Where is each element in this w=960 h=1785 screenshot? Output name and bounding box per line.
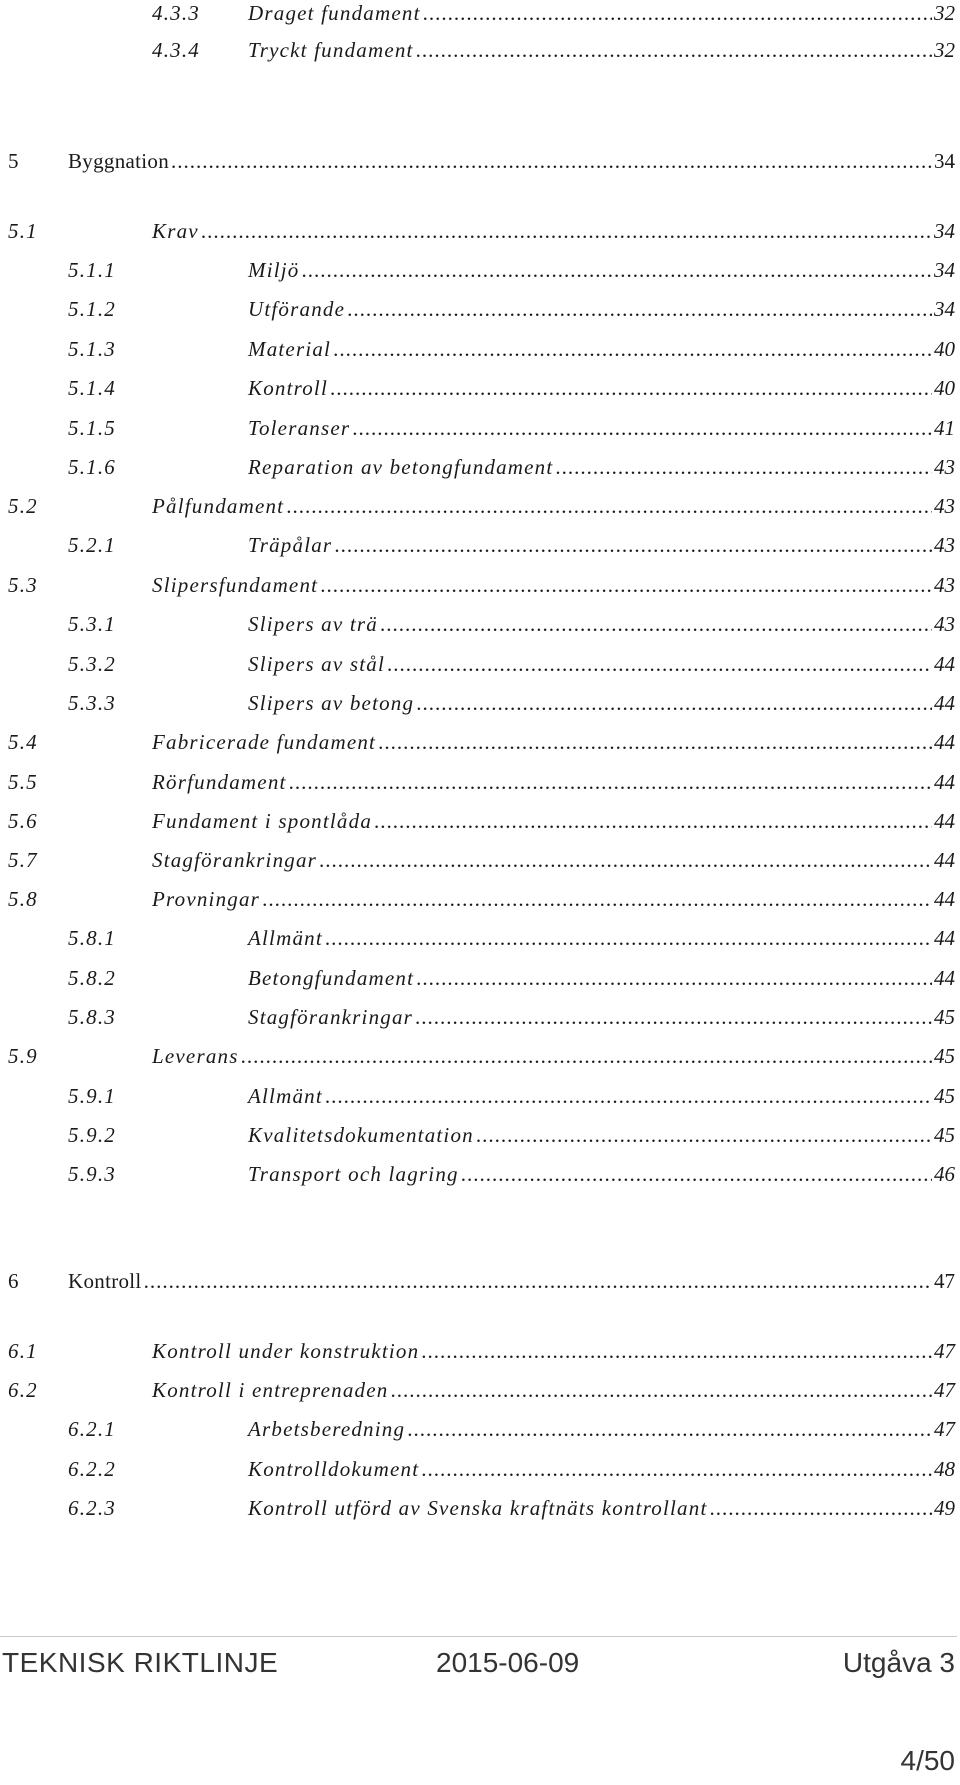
toc-entry[interactable] — [0, 884, 955, 914]
toc-leader — [333, 334, 932, 364]
toc-title: Kontroll — [248, 376, 329, 400]
toc-number: 5.8.1 — [68, 926, 116, 950]
toc-number: 5.1.1 — [68, 258, 116, 282]
toc-number: 5.3.2 — [68, 652, 116, 676]
toc-title: Kontroll utförd av Svenska kraftnäts kontrollant — [248, 1496, 708, 1520]
toc-title: Kvalitetsdokumentation — [248, 1123, 474, 1147]
toc-number: 5.5 — [8, 770, 38, 794]
toc-title: Träpålar — [248, 533, 333, 557]
toc-page: 34 — [934, 149, 955, 173]
toc-number: 5.1.3 — [68, 337, 116, 361]
toc-title: Toleranser — [248, 416, 351, 440]
toc-title: Betongfundament — [248, 966, 415, 990]
toc-leader — [421, 1454, 932, 1484]
toc-title: Fundament i spontlåda — [152, 809, 373, 833]
toc-number: 6.2.3 — [68, 1496, 116, 1520]
toc-page: 46 — [934, 1162, 955, 1186]
toc-entry[interactable] — [0, 923, 955, 953]
toc-title: Kontrolldokument — [248, 1457, 420, 1481]
toc-leader — [461, 1159, 932, 1189]
toc-page: 43 — [934, 494, 955, 518]
toc-leader — [390, 1375, 932, 1405]
toc-entry[interactable] — [0, 1002, 955, 1032]
toc-number: 5.9 — [8, 1044, 38, 1068]
toc-number: 5.8 — [8, 887, 38, 911]
toc-page: 45 — [934, 1084, 955, 1108]
toc-leader — [415, 1002, 932, 1032]
toc-page: 44 — [934, 966, 955, 990]
toc-title: Slipers av betong — [248, 691, 415, 715]
toc-number: 5.3 — [8, 573, 38, 597]
toc-entry[interactable] — [0, 491, 955, 521]
toc-number: 5.1.4 — [68, 376, 116, 400]
toc-entry[interactable] — [0, 1336, 955, 1366]
toc-leader — [302, 255, 933, 285]
toc-page: 47 — [934, 1378, 955, 1402]
toc-page: 47 — [934, 1339, 955, 1363]
toc-entry[interactable] — [0, 216, 955, 246]
toc-page: 44 — [934, 809, 955, 833]
toc-leader — [325, 1081, 932, 1111]
toc-entry[interactable] — [0, 452, 955, 482]
toc-leader — [171, 146, 932, 176]
toc-leader — [347, 294, 932, 324]
toc-number: 5.9.2 — [68, 1123, 116, 1147]
toc-page: 43 — [934, 573, 955, 597]
toc-leader — [262, 884, 932, 914]
toc-entry[interactable] — [0, 609, 955, 639]
toc-leader — [289, 767, 932, 797]
toc-entry[interactable] — [0, 1081, 955, 1111]
toc-title: Miljö — [248, 258, 300, 282]
toc-number: 4.3.3 — [152, 1, 200, 25]
toc-number: 5.2 — [8, 494, 38, 518]
toc-page: 48 — [934, 1457, 955, 1481]
toc-entry[interactable] — [0, 1120, 955, 1150]
toc-number: 6.1 — [8, 1339, 38, 1363]
toc-leader — [416, 688, 932, 718]
toc-title: Rörfundament — [152, 770, 287, 794]
toc-number: 5.8.3 — [68, 1005, 116, 1029]
toc-title: Slipers av stål — [248, 652, 385, 676]
toc-leader — [325, 923, 932, 953]
toc-title: Arbetsberedning — [248, 1417, 406, 1441]
toc-entry[interactable] — [0, 806, 955, 836]
toc-title: Kontroll under konstruktion — [152, 1339, 420, 1363]
toc-leader — [378, 727, 932, 757]
toc-title: Provningar — [152, 887, 261, 911]
toc-leader — [320, 570, 932, 600]
toc-number: 5 — [8, 149, 19, 173]
toc-leader — [319, 845, 932, 875]
toc-number: 5.4 — [8, 730, 38, 754]
toc-chapter[interactable] — [0, 146, 955, 176]
toc-entry[interactable] — [0, 1159, 955, 1189]
toc-title: Transport och lagring — [248, 1162, 459, 1186]
toc-number: 6.2.1 — [68, 1417, 116, 1441]
toc-title: Draget fundament — [248, 1, 421, 25]
toc-number: 5.3.1 — [68, 612, 116, 636]
toc-page: 44 — [934, 652, 955, 676]
toc-leader — [241, 1041, 932, 1071]
toc-entry[interactable] — [0, 1414, 955, 1444]
toc-entry[interactable] — [0, 35, 955, 65]
toc-leader — [710, 1493, 933, 1523]
toc-page: 43 — [934, 455, 955, 479]
toc-page: 44 — [934, 926, 955, 950]
toc-number: 4.3.4 — [152, 38, 200, 62]
toc-title: Reparation av betongfundament — [248, 455, 554, 479]
toc-title: Fabricerade fundament — [152, 730, 377, 754]
toc-entry[interactable] — [0, 963, 955, 993]
toc-entry[interactable] — [0, 413, 955, 443]
toc-entry[interactable] — [0, 570, 955, 600]
toc-title: Pålfundament — [152, 494, 285, 518]
toc-entry[interactable] — [0, 1375, 955, 1405]
toc-leader — [144, 1266, 932, 1296]
toc-leader — [201, 216, 932, 246]
toc-page: 32 — [934, 38, 955, 62]
page-number: 4/50 — [900, 1745, 955, 1776]
toc-number: 5.1.6 — [68, 455, 116, 479]
toc-entry[interactable] — [0, 845, 955, 875]
toc-title: Material — [248, 337, 332, 361]
toc-entry[interactable] — [0, 373, 955, 403]
toc-page: 45 — [934, 1123, 955, 1147]
toc-title: Byggnation — [68, 149, 169, 173]
toc-page: 44 — [934, 730, 955, 754]
toc-title: Leverans — [152, 1044, 239, 1068]
toc-number: 5.2.1 — [68, 533, 116, 557]
toc-title: Slipersfundament — [152, 573, 319, 597]
toc-title: Allmänt — [248, 1084, 323, 1108]
toc-entry[interactable] — [0, 0, 955, 28]
toc-entry[interactable] — [0, 255, 955, 285]
toc-leader — [476, 1120, 932, 1150]
toc-number: 5.8.2 — [68, 966, 116, 990]
toc-page: 41 — [934, 416, 955, 440]
toc-number: 5.1 — [8, 219, 38, 243]
toc-title: Stagförankringar — [248, 1005, 414, 1029]
toc-page: 45 — [934, 1044, 955, 1068]
toc-entry[interactable] — [0, 334, 955, 364]
toc-leader — [380, 609, 932, 639]
toc-number: 6.2 — [8, 1378, 38, 1402]
toc-entry[interactable] — [0, 688, 955, 718]
toc-chapter[interactable] — [0, 1266, 955, 1296]
toc-title: Krav — [152, 219, 199, 243]
toc-number: 5.7 — [8, 848, 38, 872]
toc-title: Slipers av trä — [248, 612, 378, 636]
toc-title: Tryckt fundament — [248, 38, 414, 62]
toc-leader — [423, 0, 932, 28]
footer-doc-type: TEKNISK RIKTLINJE — [2, 1647, 279, 1678]
toc-page: 44 — [934, 887, 955, 911]
toc-page: 34 — [934, 297, 955, 321]
toc-leader — [416, 963, 932, 993]
toc-leader — [286, 491, 932, 521]
footer-date: 2015-06-09 — [436, 1647, 580, 1678]
toc-entry[interactable] — [0, 1454, 955, 1484]
toc-title: Kontroll i entreprenaden — [152, 1378, 389, 1402]
toc-number: 5.3.3 — [68, 691, 116, 715]
toc-number: 5.1.5 — [68, 416, 116, 440]
toc-leader — [334, 530, 932, 560]
toc-page: 45 — [934, 1005, 955, 1029]
toc-leader — [352, 413, 932, 443]
toc-entry[interactable] — [0, 767, 955, 797]
toc-number: 5.9.1 — [68, 1084, 116, 1108]
toc-title: Allmänt — [248, 926, 323, 950]
toc-entry[interactable] — [0, 1493, 955, 1523]
toc-number: 5.9.3 — [68, 1162, 116, 1186]
toc-entry[interactable] — [0, 294, 955, 324]
toc-entry[interactable] — [0, 649, 955, 679]
toc-leader — [374, 806, 932, 836]
toc-number: 6 — [8, 1269, 19, 1293]
toc-leader — [555, 452, 932, 482]
toc-number: 6.2.2 — [68, 1457, 116, 1481]
toc-page: 40 — [934, 376, 955, 400]
toc-number: 5.1.2 — [68, 297, 116, 321]
toc-page: 47 — [934, 1269, 955, 1293]
toc-leader — [416, 35, 932, 65]
toc-entry[interactable] — [0, 727, 955, 757]
toc-page: 40 — [934, 337, 955, 361]
toc-page: 43 — [934, 612, 955, 636]
toc-leader — [421, 1336, 932, 1366]
toc-number: 5.6 — [8, 809, 38, 833]
toc-leader — [330, 373, 932, 403]
toc-page: 44 — [934, 848, 955, 872]
toc-title: Utförande — [248, 297, 346, 321]
footer-edition: Utgåva 3 — [842, 1647, 955, 1678]
toc-page: 44 — [934, 691, 955, 715]
toc-title: Stagförankringar — [152, 848, 318, 872]
footer-divider — [0, 1636, 957, 1637]
toc-title: Kontroll — [68, 1269, 142, 1293]
toc-page: 32 — [934, 1, 955, 25]
toc-page: 49 — [934, 1496, 955, 1520]
toc-page: 34 — [934, 258, 955, 282]
toc-page: 34 — [934, 219, 955, 243]
toc-page: 44 — [934, 770, 955, 794]
toc-leader — [407, 1414, 932, 1444]
toc-leader — [387, 649, 932, 679]
toc-page: 43 — [934, 533, 955, 557]
toc-entry[interactable] — [0, 530, 955, 560]
toc-entry[interactable] — [0, 1041, 955, 1071]
toc-page: 47 — [934, 1417, 955, 1441]
